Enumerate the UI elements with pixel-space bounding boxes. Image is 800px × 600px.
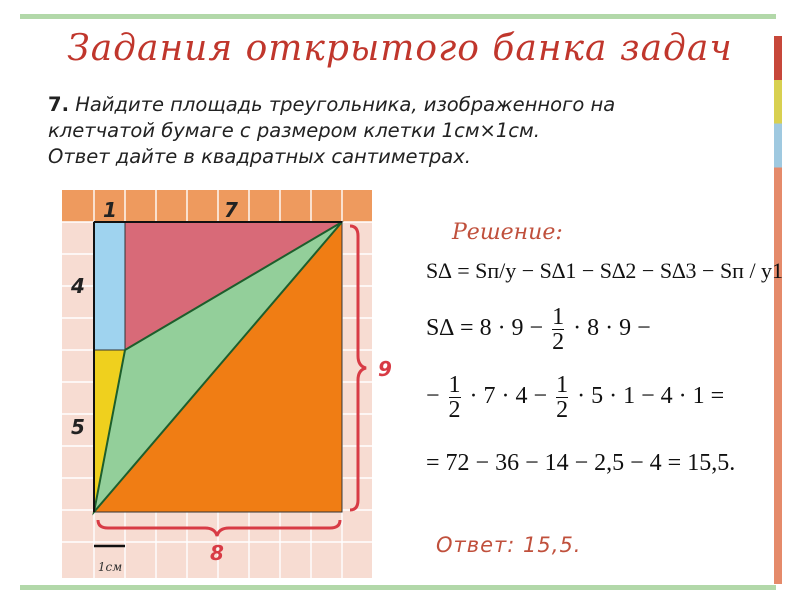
scale-label: 1см — [97, 560, 123, 574]
formula-line2-post: · 8 · 9 − — [573, 315, 651, 342]
page-title: Задания открытого банка задач — [67, 28, 733, 69]
problem-text-line2: клетчатой бумаге с размером клетки 1см×1см. — [48, 119, 540, 142]
formula-line4: = 72 − 36 − 14 − 2,5 − 4 = 15,5. — [426, 450, 736, 476]
formula-line3-post: · 5 · 1 − 4 · 1 = — [577, 383, 725, 410]
formula-line2-pre: S∆ = 8 · 9 − — [426, 315, 544, 342]
label-5: 5 — [71, 415, 85, 439]
problem-text-line3: Ответ дайте в квадратных сантиметрах. — [48, 145, 471, 168]
label-8: 8 — [210, 541, 224, 565]
label-4: 4 — [71, 274, 85, 298]
label-9: 9 — [378, 357, 392, 381]
formula-line3 — [426, 373, 724, 422]
formula-line3-pre: − — [426, 383, 440, 410]
answer-text: Ответ: 15,5. — [436, 533, 582, 557]
label-7: 7 — [224, 198, 238, 222]
problem-text-line1: Найдите площадь треугольника, изображенного на — [75, 93, 616, 116]
fraction-half: $\frac{1}{2}$ — [556, 372, 569, 423]
fraction-half: $\frac{1}{2}$ — [552, 304, 565, 355]
problem-number: 7. — [48, 93, 69, 116]
label-1: 1 — [103, 198, 117, 222]
blue-rectangle — [94, 222, 125, 350]
formula-line2 — [426, 305, 651, 354]
solution-label: Решение: — [452, 220, 563, 245]
fraction-half: $\frac{1}{2}$ — [448, 372, 461, 423]
formula-line3-mid: · 7 · 4 − — [469, 383, 548, 410]
formula-line1: S∆ = Sп/у − S∆1 − S∆2 − S∆3 − Sп / у1 — [426, 258, 784, 283]
